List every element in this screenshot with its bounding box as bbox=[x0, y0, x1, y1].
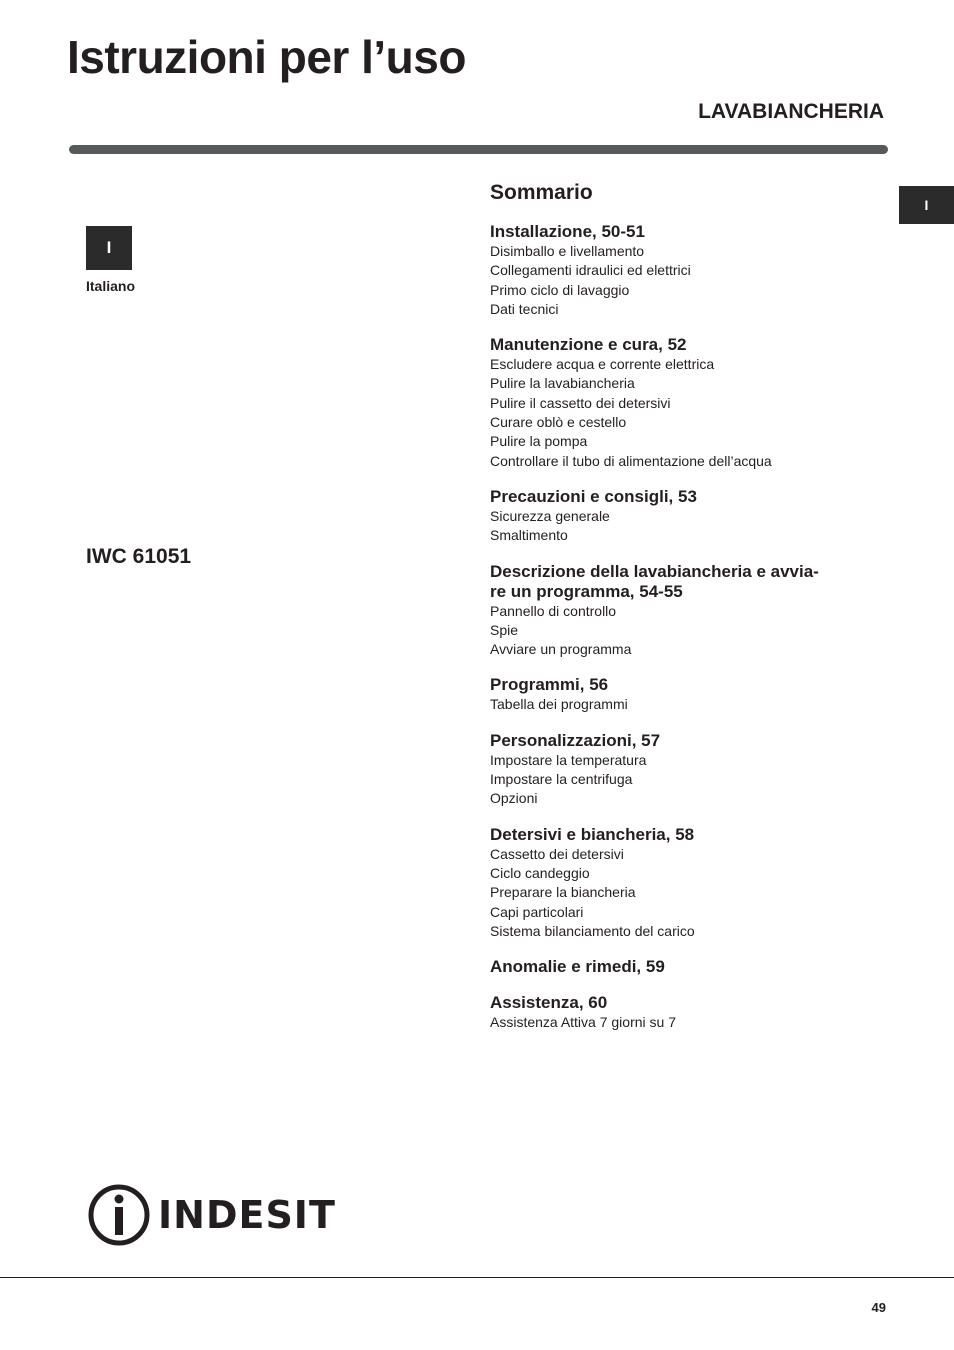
toc-item: Pulire la lavabiancheria bbox=[490, 375, 635, 392]
header-divider bbox=[69, 145, 888, 154]
toc-section-manutenzione bbox=[490, 335, 890, 471]
toc-section-title: Anomalie e rimedi, 59 bbox=[490, 957, 665, 977]
toc-item: Pulire il cassetto dei detersivi bbox=[490, 394, 671, 411]
document-subtitle: LAVABIANCHERIA bbox=[698, 100, 884, 123]
toc-heading: Sommario bbox=[490, 181, 593, 204]
indesit-logo-icon bbox=[88, 1184, 150, 1246]
toc-item: Pannello di controllo bbox=[490, 602, 617, 619]
language-name: Italiano bbox=[86, 278, 136, 294]
toc-section-detersivi bbox=[490, 825, 890, 941]
language-code-box: I bbox=[86, 226, 132, 270]
toc-section-title: Descrizione della lavabiancheria e avvia- bbox=[490, 561, 819, 581]
page-title: Istruzioni per l’uso bbox=[67, 31, 466, 83]
toc-item: Preparare la biancheria bbox=[490, 884, 636, 901]
toc-section-assistenza bbox=[490, 993, 890, 1032]
toc-item: Impostare la centrifuga bbox=[490, 771, 633, 788]
toc-section-title: Detersivi e biancheria, 58 bbox=[490, 824, 695, 844]
toc-section-title: Assistenza, 60 bbox=[490, 993, 608, 1013]
toc-section-personalizzazioni bbox=[490, 731, 890, 809]
page-number: 49 bbox=[871, 1300, 886, 1315]
toc-item: Avviare un programma bbox=[490, 641, 632, 658]
toc-item: Disimballo e livellamento bbox=[490, 243, 645, 259]
toc-section-title: Personalizzazioni, 57 bbox=[490, 730, 661, 750]
toc-section-installazione bbox=[490, 222, 890, 319]
toc-item: Controllare il tubo di alimentazione dell’acqua bbox=[490, 452, 772, 469]
toc-item: Impostare la temperatura bbox=[490, 751, 647, 768]
toc-item: Dati tecnici bbox=[490, 300, 559, 317]
toc-item: Pulire la pompa bbox=[490, 433, 588, 450]
footer-divider bbox=[0, 1277, 954, 1278]
toc-section-title: Manutenzione e cura, 52 bbox=[490, 335, 687, 355]
toc-item: Cassetto dei detersivi bbox=[490, 845, 624, 862]
toc-item: Tabella dei programmi bbox=[490, 696, 628, 713]
toc-item: Spie bbox=[490, 621, 519, 638]
brand-wordmark: INDESIT bbox=[158, 1193, 336, 1237]
toc-section-anomalie bbox=[490, 957, 890, 977]
brand-logo bbox=[88, 1184, 336, 1246]
toc-item: Opzioni bbox=[490, 790, 538, 807]
toc-item: Collegamenti idraulici ed elettrici bbox=[490, 262, 691, 279]
toc-item: Smaltimento bbox=[490, 527, 568, 544]
toc-section-programmi bbox=[490, 675, 890, 714]
table-of-contents bbox=[490, 180, 890, 1048]
toc-item: Sistema bilanciamento del carico bbox=[490, 922, 695, 939]
toc-section-descrizione bbox=[490, 562, 890, 660]
model-number: IWC 61051 bbox=[86, 545, 192, 568]
toc-item: Capi particolari bbox=[490, 903, 584, 920]
toc-item: Primo ciclo di lavaggio bbox=[490, 281, 630, 298]
toc-section-title: Installazione, 50-51 bbox=[490, 222, 645, 241]
toc-section-precauzioni bbox=[490, 487, 890, 546]
toc-item: Sicurezza generale bbox=[490, 507, 610, 524]
toc-item: Ciclo candeggio bbox=[490, 864, 590, 881]
toc-item: Curare oblò e cestello bbox=[490, 414, 627, 431]
toc-section-title: Precauzioni e consigli, 53 bbox=[490, 486, 697, 506]
toc-section-title: Programmi, 56 bbox=[490, 675, 609, 695]
toc-section-title: re un programma, 54-55 bbox=[490, 581, 683, 601]
toc-item: Escludere acqua e corrente elettrica bbox=[490, 356, 715, 373]
language-edge-tab: I bbox=[899, 186, 954, 224]
toc-item: Assistenza Attiva 7 giorni su 7 bbox=[490, 1014, 676, 1031]
